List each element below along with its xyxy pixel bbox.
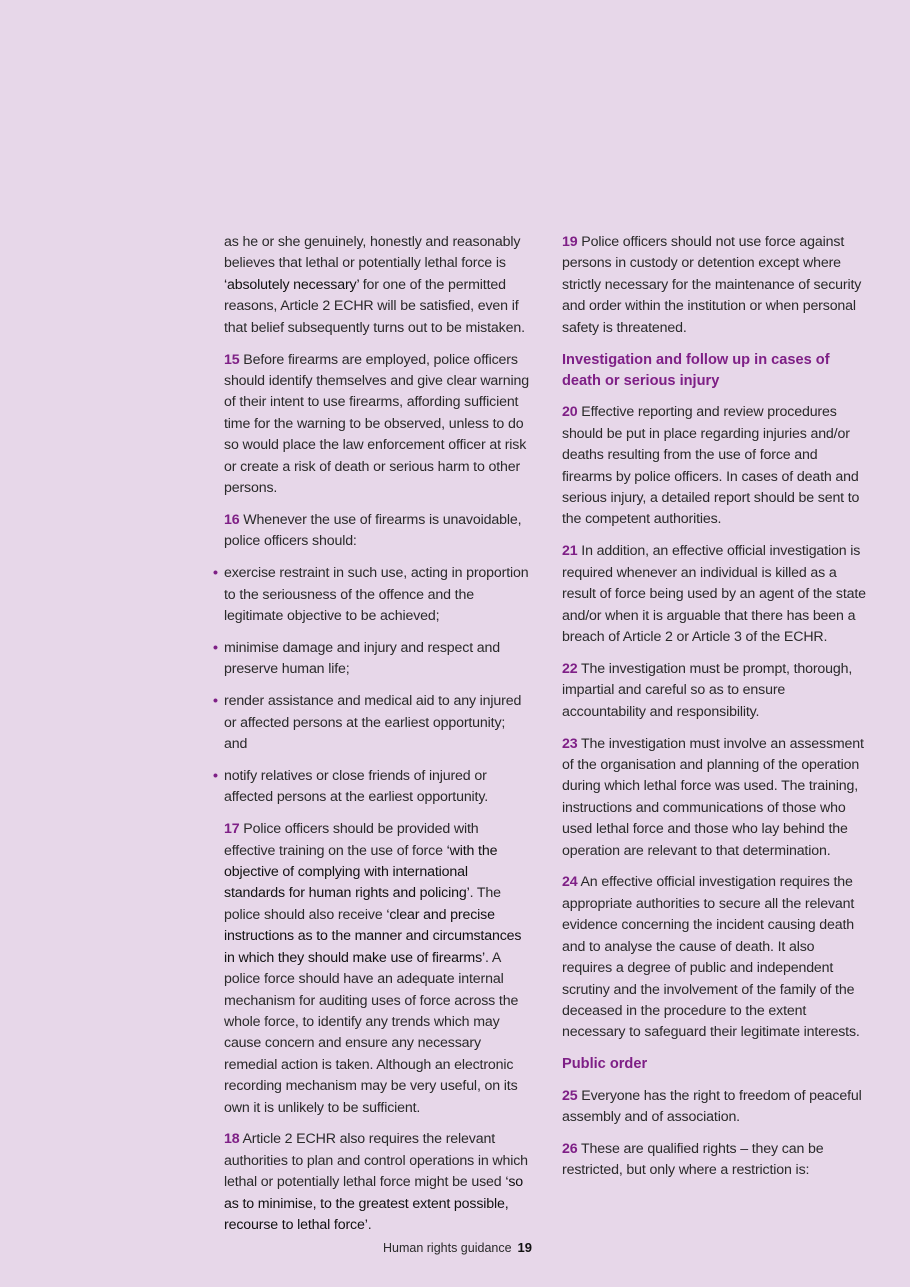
bullet-icon: • [213, 767, 218, 784]
paragraph-18 [224, 1129, 530, 1236]
paragraph-text: Whenever the use of firearms is unavoidable, police officers should: [224, 511, 522, 550]
quote: ‘so as to minimise, to the greatest extent possible, recourse to lethal force’ [224, 1174, 523, 1234]
section-heading-investigation: Investigation and follow up in cases of death or serious injury [562, 351, 830, 389]
paragraph-21 [562, 541, 868, 648]
paragraph-text: Police officers should not use force against persons in custody or detention except where strictly necessary for the maintenance of security and order within the institution or when personal safety is threatened. [562, 234, 862, 336]
paragraph-text: Everyone has the right to freedom of peaceful assembly and of association. [562, 1087, 862, 1126]
paragraph-text: The investigation must involve an assessment of the organisation and planning of the operation during which lethal force was used. The training, instructions and communications of those who used lethal force and those who lay behind the operation are relevant to that determination. [562, 735, 864, 859]
list-item-text: notify relatives or close friends of injured or affected persons at the earliest opportunity. [224, 767, 489, 806]
paragraph-text: Article 2 ECHR also requires the relevant authorities to plan and control operations in which lethal or potentially lethal force might be used [224, 1131, 528, 1191]
paragraph-number: 17 [224, 821, 240, 838]
paragraph-24 [562, 872, 868, 1043]
list-item [213, 563, 530, 627]
paragraph-16 [224, 510, 530, 553]
paragraph-20 [562, 402, 868, 530]
list-item [213, 766, 530, 809]
paragraph-text: In addition, an effective official investigation is required whenever an individual is killed as a result of force being used by an agent of the state and/or when it is arguable that there has been a breach of Article 2 or Article 3 of the ECHR. [562, 543, 866, 645]
paragraph-text: Effective reporting and review procedures should be put in place regarding injuries and/or deaths resulting from the use of force and firearms by police officers. In cases of death and serious injury, a detailed report should be sent to the competent authorities. [562, 404, 860, 528]
intro-text-1: as he or she genuinely, honestly and reasonably believes that lethal or potentially lethal force is [224, 234, 521, 272]
paragraph-25 [562, 1086, 868, 1129]
bullet-icon: • [213, 639, 218, 656]
paragraph-text: . The police should also receive [224, 885, 501, 923]
quote: ‘clear and precise instructions as to the manner and circumstances in which they should make use of firearms’ [224, 906, 522, 966]
paragraph-22 [562, 659, 868, 723]
paragraph-number: 15 [224, 351, 240, 368]
paragraph-text: . [367, 1217, 372, 1234]
paragraph-text: An effective official investigation requires the appropriate authorities to secure all the relevant evidence concerning the incident causing death and to analyse the cause of death. It also requires a degree of public and independent scrutiny and the involvement of the family of the deceased in the procedure to the extent necessary to safeguard their legitimate interests. [562, 874, 860, 1041]
paragraph-number: 24 [562, 874, 578, 891]
paragraph-text: Before firearms are employed, police officers should identify themselves and give clear warning of their intent to use firearms, affording sufficient time for the warning to be observed, unless to do so would place the law enforcement officer at risk or create a risk of death or serious harm to other persons. [224, 351, 529, 496]
intro-paragraph [224, 232, 530, 339]
paragraph-number: 18 [224, 1131, 240, 1148]
paragraph-text: . A police force should have an adequate internal mechanism for auditing uses of force across the whole force, to identify any trends which may cause concern and ensure any necessary remedial action is taken. Although an electronic recording mechanism may be very useful, on its own it is unlikely to be sufficient. [224, 949, 519, 1116]
paragraph-number: 16 [224, 511, 240, 528]
left-column [213, 232, 530, 1247]
paragraph-number: 21 [562, 543, 578, 560]
list-item [213, 691, 530, 755]
paragraph-19 [562, 232, 868, 339]
bullet-list [213, 563, 530, 809]
paragraph-17 [224, 819, 530, 1119]
intro-quote: ‘absolutely necessary’ [224, 276, 359, 293]
page-footer [383, 1240, 532, 1255]
paragraph-number: 20 [562, 404, 578, 421]
paragraph-number: 22 [562, 660, 578, 677]
paragraph-number: 23 [562, 735, 578, 752]
quote: ‘with the objective of complying with international standards for human rights and policing’ [224, 842, 498, 902]
list-item-text: minimise damage and injury and respect and preserve human life; [224, 639, 501, 678]
paragraph-number: 26 [562, 1140, 578, 1157]
paragraph-number: 19 [562, 234, 578, 250]
paragraph-text: Police officers should be provided with effective training on the use of force [224, 821, 479, 859]
paragraph-26 [562, 1139, 868, 1182]
paragraph-number: 25 [562, 1087, 578, 1104]
list-item-text: exercise restraint in such use, acting in proportion to the seriousness of the offence and the legitimate objective to be achieved; [224, 565, 529, 624]
paragraph-23 [562, 734, 868, 862]
bullet-icon: • [213, 693, 218, 710]
page-number: 19 [517, 1240, 533, 1255]
right-column [562, 232, 868, 1192]
list-item-text: render assistance and medical aid to any injured or affected persons at the earliest opportunity; and [224, 693, 522, 753]
intro-text-2: for one of the permitted reasons, Article 2 ECHR will be satisfied, even if that belief subsequently turns out to be mistaken. [224, 276, 525, 336]
list-item [213, 638, 530, 681]
bullet-icon: • [213, 565, 218, 582]
section-heading-public-order: Public order [562, 1056, 648, 1073]
footer-label: Human rights guidance [383, 1241, 512, 1255]
paragraph-text: The investigation must be prompt, thorough, impartial and careful so as to ensure accountability and responsibility. [562, 660, 853, 720]
paragraph-text: These are qualified rights – they can be restricted, but only where a restriction is: [562, 1140, 824, 1179]
paragraph-15 [224, 350, 530, 500]
